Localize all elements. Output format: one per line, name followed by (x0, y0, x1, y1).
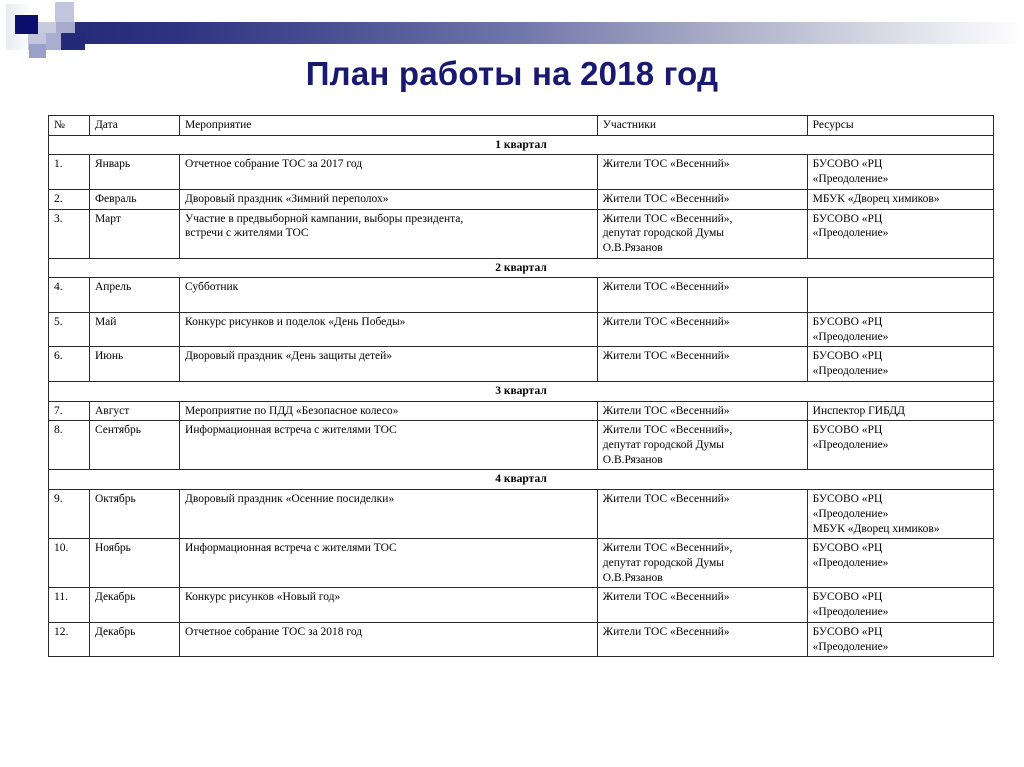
cell-resources (807, 622, 993, 656)
cell-resources (807, 155, 993, 189)
participants-line-1: Жители ТОС «Весенний» (602, 625, 730, 638)
header-mosaic-square-navy-small (15, 15, 38, 34)
cell-resources (807, 401, 993, 421)
cell-number: 5. (49, 312, 90, 346)
cell-resources (807, 490, 993, 539)
table-row (49, 209, 994, 258)
quarter-label-2: 2 квартал (49, 258, 994, 278)
table-row (49, 189, 994, 209)
cell-event: Отчетное собрание ТОС за 2017 год (180, 155, 598, 189)
quarter-divider-row (49, 470, 994, 490)
resources-line-2: «Преодоление» (812, 173, 889, 186)
event-line-2: встречи с жителями ТОС (185, 227, 309, 240)
event-line-1: Участие в предвыборной кампании, выборы президента, (185, 212, 464, 225)
participants-line-1: Жители ТОС «Весенний» (602, 404, 730, 417)
cell-event (180, 209, 598, 258)
cell-resources (807, 588, 993, 622)
column-header-participants: Участники (597, 116, 807, 136)
cell-date: Август (89, 401, 179, 421)
cell-date: Февраль (89, 189, 179, 209)
header-mosaic-square-5 (46, 33, 62, 50)
table-row (49, 622, 994, 656)
resources-line-1: БУСОВО «РЦ (812, 158, 883, 171)
cell-number: 9. (49, 490, 90, 539)
cell-resources (807, 312, 993, 346)
cell-resources (807, 347, 993, 381)
cell-date: Июнь (89, 347, 179, 381)
cell-date: Ноябрь (89, 539, 179, 588)
cell-number: 6. (49, 347, 90, 381)
table-row (49, 155, 994, 189)
table-row (49, 401, 994, 421)
resources-line-1: БУСОВО «РЦ (812, 212, 883, 225)
cell-number: 10. (49, 539, 90, 588)
table-body (49, 135, 994, 657)
participants-line-1: Жители ТОС «Весенний» (602, 493, 730, 506)
table-row (49, 278, 994, 312)
header-accent-band (61, 22, 1024, 44)
cell-number: 11. (49, 588, 90, 622)
table-header-row (49, 116, 994, 136)
resources-line-2: «Преодоление» (812, 640, 889, 653)
participants-line-3: О.В.Рязанов (602, 242, 663, 255)
participants-line-3: О.В.Рязанов (602, 453, 663, 466)
resources-line-2: «Преодоление» (812, 365, 889, 378)
table-row (49, 588, 994, 622)
participants-line-1: Жители ТОС «Весенний» (602, 192, 730, 205)
cell-participants (597, 278, 807, 312)
resources-line-1: БУСОВО «РЦ (812, 350, 883, 363)
quarter-label-3: 3 квартал (49, 381, 994, 401)
column-header-number: № (49, 116, 90, 136)
cell-number: 7. (49, 401, 90, 421)
cell-participants (597, 312, 807, 346)
table-row (49, 421, 994, 470)
table-row (49, 347, 994, 381)
quarter-label-1: 1 квартал (49, 135, 994, 155)
resources-line-1: БУСОВО «РЦ (812, 625, 883, 638)
resources-line-1: МБУК «Дворец химиков» (812, 192, 940, 205)
participants-line-2: депутат городской Думы (602, 556, 725, 569)
participants-line-2: депутат городской Думы (602, 227, 725, 240)
participants-line-1: Жители ТОС «Весенний» (602, 158, 730, 171)
resources-line-3: МБУК «Дворец химиков» (812, 522, 940, 535)
header-mosaic-square-navy (61, 33, 85, 50)
resources-line-1: БУСОВО «РЦ (812, 493, 883, 506)
cell-participants (597, 189, 807, 209)
cell-participants (597, 588, 807, 622)
cell-resources (807, 189, 993, 209)
resources-line-1: БУСОВО «РЦ (812, 591, 883, 604)
quarter-divider-row (49, 381, 994, 401)
cell-participants (597, 539, 807, 588)
cell-event: Конкурс рисунков и поделок «День Победы» (180, 312, 598, 346)
cell-participants (597, 401, 807, 421)
cell-resources-empty (807, 278, 993, 312)
participants-line-1: Жители ТОС «Весенний», (602, 212, 733, 225)
cell-event: Субботник (180, 278, 598, 312)
cell-participants (597, 490, 807, 539)
cell-date: Май (89, 312, 179, 346)
column-header-date: Дата (89, 116, 179, 136)
cell-participants (597, 622, 807, 656)
table-header (49, 116, 994, 136)
cell-date: Декабрь (89, 588, 179, 622)
cell-date: Декабрь (89, 622, 179, 656)
plan-table-container (48, 115, 994, 657)
resources-line-2: «Преодоление» (812, 438, 889, 451)
cell-number: 4. (49, 278, 90, 312)
cell-date: Январь (89, 155, 179, 189)
header-mosaic-square-1 (55, 2, 74, 22)
cell-date: Октябрь (89, 490, 179, 539)
resources-line-2: «Преодоление» (812, 330, 889, 343)
cell-date: Сентябрь (89, 421, 179, 470)
cell-event: Отчетное собрание ТОС за 2018 год (180, 622, 598, 656)
quarter-label-4: 4 квартал (49, 470, 994, 490)
cell-number: 1. (49, 155, 90, 189)
table-row (49, 490, 994, 539)
cell-number: 12. (49, 622, 90, 656)
resources-line-2: «Преодоление» (812, 556, 889, 569)
cell-number: 3. (49, 209, 90, 258)
cell-event: Информационная встреча с жителями ТОС (180, 421, 598, 470)
participants-line-2: депутат городской Думы (602, 438, 725, 451)
resources-line-2: «Преодоление» (812, 507, 889, 520)
cell-date: Апрель (89, 278, 179, 312)
cell-event: Дворовый праздник «Зимний переполох» (180, 189, 598, 209)
cell-resources (807, 209, 993, 258)
resources-line-1: БУСОВО «РЦ (812, 542, 883, 555)
resources-line-1: Инспектор ГИБДД (812, 404, 905, 417)
participants-line-1: Жители ТОС «Весенний» (602, 281, 730, 294)
cell-number: 8. (49, 421, 90, 470)
participants-line-1: Жители ТОС «Весенний» (602, 315, 730, 328)
table-row (49, 539, 994, 588)
cell-event: Дворовый праздник «День защиты детей» (180, 347, 598, 381)
cell-date: Март (89, 209, 179, 258)
participants-line-1: Жители ТОС «Весенний», (602, 542, 733, 555)
resources-line-1: БУСОВО «РЦ (812, 424, 883, 437)
cell-event: Информационная встреча с жителями ТОС (180, 539, 598, 588)
cell-resources (807, 421, 993, 470)
cell-participants (597, 155, 807, 189)
cell-participants (597, 347, 807, 381)
column-header-event: Мероприятие (180, 116, 598, 136)
resources-line-1: БУСОВО «РЦ (812, 315, 883, 328)
participants-line-1: Жители ТОС «Весенний» (602, 591, 730, 604)
quarter-divider-row (49, 258, 994, 278)
cell-event: Дворовый праздник «Осенние посиделки» (180, 490, 598, 539)
column-header-resources: Ресурсы (807, 116, 993, 136)
cell-event: Конкурс рисунков «Новый год» (180, 588, 598, 622)
participants-line-3: О.В.Рязанов (602, 571, 663, 584)
work-plan-table (48, 115, 994, 657)
participants-line-1: Жители ТОС «Весенний», (602, 424, 733, 437)
resources-line-2: «Преодоление» (812, 606, 889, 619)
resources-line-2: «Преодоление» (812, 227, 889, 240)
cell-event: Мероприятие по ПДД «Безопасное колесо» (180, 401, 598, 421)
cell-participants (597, 421, 807, 470)
page-title: План работы на 2018 год (305, 55, 719, 92)
table-row (49, 312, 994, 346)
quarter-divider-row (49, 135, 994, 155)
cell-participants (597, 209, 807, 258)
participants-line-1: Жители ТОС «Весенний» (602, 350, 730, 363)
cell-resources (807, 539, 993, 588)
cell-number: 2. (49, 189, 90, 209)
